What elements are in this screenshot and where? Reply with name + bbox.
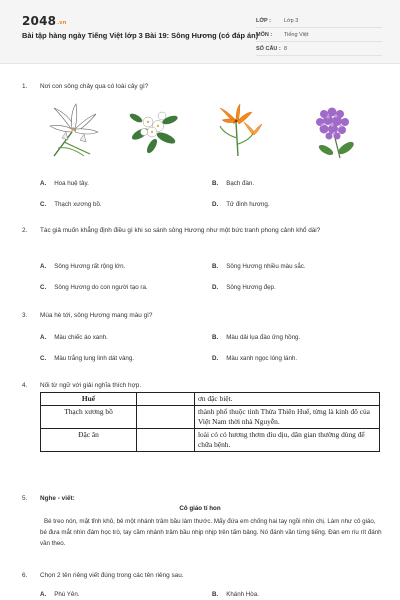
question-number: 6. — [22, 572, 28, 579]
option-text: Sông Hương nhiều màu sắc. — [226, 263, 306, 270]
story-text: Bé treo nón, mặt tỉnh khô, bẻ một nhánh trâm bầu làm thước. Mấy đứa em chống hai tay ngồi nhìn chị. Làm như cô giáo, bé đưa mắt nhìn đám học trò, tay cầm nhánh trâm bầu nhịp nhịp trên tấm bảng. Nó đánh vần từng tiếng. Đàn em ríu rít đánh vần theo. — [40, 518, 382, 547]
option-letter: A. — [40, 591, 47, 598]
option-letter: A. — [40, 263, 47, 270]
meta-grade-label: LỚP : — [256, 18, 271, 24]
question-number: 5. — [22, 495, 28, 502]
option-letter: A. — [40, 180, 47, 187]
question-1-option-a[interactable] — [40, 180, 89, 187]
option-text: Tử đinh hương. — [226, 201, 270, 208]
option-letter: B. — [212, 334, 219, 341]
meta-subject-label: MÔN : — [256, 32, 273, 38]
question-2-option-b[interactable] — [212, 263, 306, 270]
option-text: Màu dải lụa đào ửng hồng. — [226, 334, 301, 341]
white-jasmine-flower-image — [126, 104, 182, 156]
meta-subject-value: Tiếng Việt — [284, 32, 309, 38]
option-text: Màu xanh ngọc lóng lánh. — [226, 355, 298, 362]
option-letter: D. — [212, 284, 219, 291]
option-letter: B. — [212, 591, 219, 598]
option-text: Sông Hương do con người tạo ra. — [54, 284, 148, 291]
lilac-flower-image — [310, 104, 360, 160]
question-text: Nơi con sông chảy qua có loài cây gì? — [40, 83, 149, 90]
story-title: Cô giáo tí hon — [179, 505, 221, 512]
meta-question-count — [256, 44, 382, 56]
table-cell-word: Huế — [41, 393, 137, 406]
option-letter: B. — [212, 180, 219, 187]
table-cell-word: Thạch xương bồ — [41, 406, 137, 429]
table-cell-gap — [137, 406, 195, 429]
option-text: Phú Yên. — [54, 591, 80, 598]
question-2-option-d[interactable] — [212, 284, 276, 291]
option-text: Sông Hương rất rộng lớn. — [54, 263, 126, 270]
option-letter: D. — [212, 355, 219, 362]
table-cell-meaning: ơn đặc biệt. — [195, 393, 380, 406]
matching-table — [40, 392, 380, 452]
option-text: Thạch xương bồ. — [54, 201, 102, 208]
meta-question-count-value: 8 — [284, 46, 288, 52]
table-cell-meaning: loài có có hương thơm dìu dịu, dân gian thường dùng để chữa bệnh. — [195, 429, 380, 452]
question-text: Mùa hè tới, sông Hương mang màu gì? — [40, 312, 153, 319]
question-text: Nối từ ngữ với giải nghĩa thích hợp. — [40, 382, 142, 389]
document-title: Bài tập hàng ngày Tiếng Việt lớp 3 Bài 19: Sông Hương (có đáp án) — [22, 31, 259, 40]
question-3-option-a[interactable] — [40, 334, 108, 341]
table-row — [41, 393, 380, 406]
question-1-option-c[interactable] — [40, 201, 102, 208]
option-letter: C. — [40, 284, 47, 291]
option-text: Màu trắng lung linh dát vàng. — [54, 355, 134, 362]
logo-suffix: .vn — [57, 20, 67, 26]
question-6-option-a[interactable] — [40, 591, 80, 598]
meta-subject — [256, 30, 382, 42]
question-number: 4. — [22, 382, 28, 389]
option-text: Sông Hương đẹp. — [226, 284, 276, 291]
logo-text: 2048 — [22, 14, 57, 28]
lily-flower-image — [44, 102, 102, 158]
question-3-option-b[interactable] — [212, 334, 300, 341]
question-number: 1. — [22, 83, 28, 90]
option-text: Màu chiếc áo xanh. — [54, 334, 108, 341]
table-cell-gap — [137, 429, 195, 452]
question-6-option-b[interactable] — [212, 591, 259, 598]
question-text: Nghe - viết: — [40, 495, 75, 502]
question-number: 3. — [22, 312, 28, 319]
question-3-option-d[interactable] — [212, 355, 297, 362]
question-text: Chọn 2 tên riêng viết đúng trong các tên riêng sau. — [40, 572, 184, 579]
option-letter: A. — [40, 334, 47, 341]
option-letter: D. — [212, 201, 219, 208]
table-cell-gap — [137, 393, 195, 406]
option-letter: C. — [40, 355, 47, 362]
question-1-option-d[interactable] — [212, 201, 270, 208]
option-text: Bạch đàn. — [226, 180, 255, 187]
question-2-option-c[interactable] — [40, 284, 148, 291]
table-cell-meaning: thành phố thuộc tỉnh Thừa Thiên Huế, từng là kinh đô của Việt Nam thời nhà Nguyễn. — [195, 406, 380, 429]
option-text: Khánh Hòa. — [226, 591, 259, 598]
meta-question-count-label: SỐ CÂU : — [256, 46, 281, 52]
question-3-option-c[interactable] — [40, 355, 134, 362]
table-row — [41, 429, 380, 452]
table-cell-word: Đặc ân — [41, 429, 137, 452]
orange-lily-flower-image — [212, 104, 268, 158]
question-text: Tác giả muốn khẳng định điều gì khi so sánh sông Hương như một bức tranh phong cảnh khổ dài? — [40, 227, 321, 234]
question-2-option-a[interactable] — [40, 263, 125, 270]
page-header — [0, 0, 400, 64]
question-number: 2. — [22, 227, 28, 234]
site-logo[interactable] — [22, 14, 67, 28]
option-letter: B. — [212, 263, 219, 270]
table-row — [41, 406, 380, 429]
meta-grade-value: Lớp 3 — [284, 18, 299, 24]
meta-grade — [256, 16, 382, 28]
question-1-option-b[interactable] — [212, 180, 254, 187]
option-text: Hoa huệ tây. — [54, 180, 89, 187]
option-letter: C. — [40, 201, 47, 208]
